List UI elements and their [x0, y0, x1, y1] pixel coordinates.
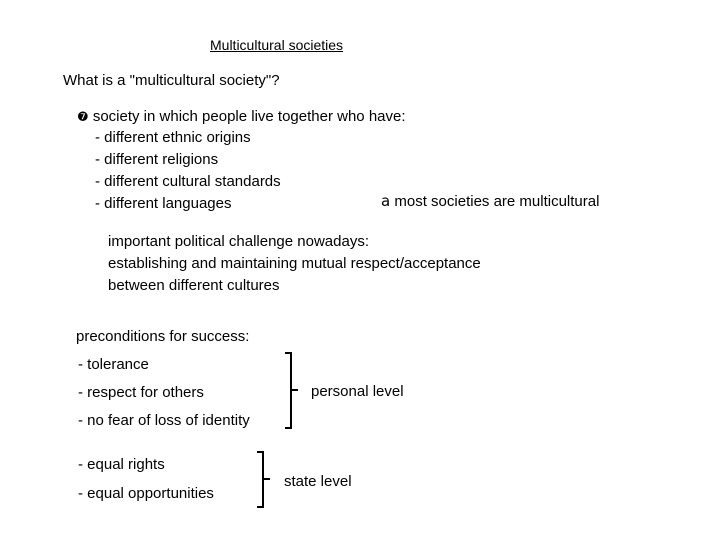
- question-text: What is a "multicultural society"?: [63, 72, 280, 89]
- preconditions-heading: preconditions for success:: [76, 328, 250, 345]
- personal-level-label: personal level: [311, 383, 404, 400]
- personal-item: - no fear of loss of identity: [78, 412, 250, 429]
- arrow-bullet-icon: a: [381, 192, 391, 210]
- personal-level-bracket: [285, 352, 292, 429]
- number-seven-bullet-icon: ❼: [77, 110, 89, 125]
- personal-item: - respect for others: [78, 384, 204, 401]
- state-level-label: state level: [284, 473, 352, 490]
- challenge-line: establishing and maintaining mutual respect/acceptance: [108, 255, 481, 272]
- personal-item: - tolerance: [78, 356, 149, 373]
- state-item: - equal opportunities: [78, 485, 214, 502]
- slide-title: Multicultural societies: [210, 37, 344, 53]
- conclusion-text: most societies are multicultural: [394, 193, 600, 210]
- state-item: - equal rights: [78, 456, 165, 473]
- definition-item: - different languages: [95, 195, 232, 212]
- definition-text: society in which people live together who have:: [92, 108, 406, 125]
- challenge-line: important political challenge nowadays:: [108, 233, 369, 250]
- state-level-bracket: [257, 451, 264, 508]
- state-level-bracket-tick: [264, 478, 270, 480]
- definition-item: - different ethnic origins: [95, 129, 251, 146]
- definition-line: [77, 108, 406, 127]
- definition-item: - different cultural standards: [95, 173, 281, 190]
- personal-level-bracket-tick: [292, 389, 298, 391]
- challenge-line: between different cultures: [108, 277, 280, 294]
- conclusion-line: [381, 192, 599, 211]
- definition-item: - different religions: [95, 151, 219, 168]
